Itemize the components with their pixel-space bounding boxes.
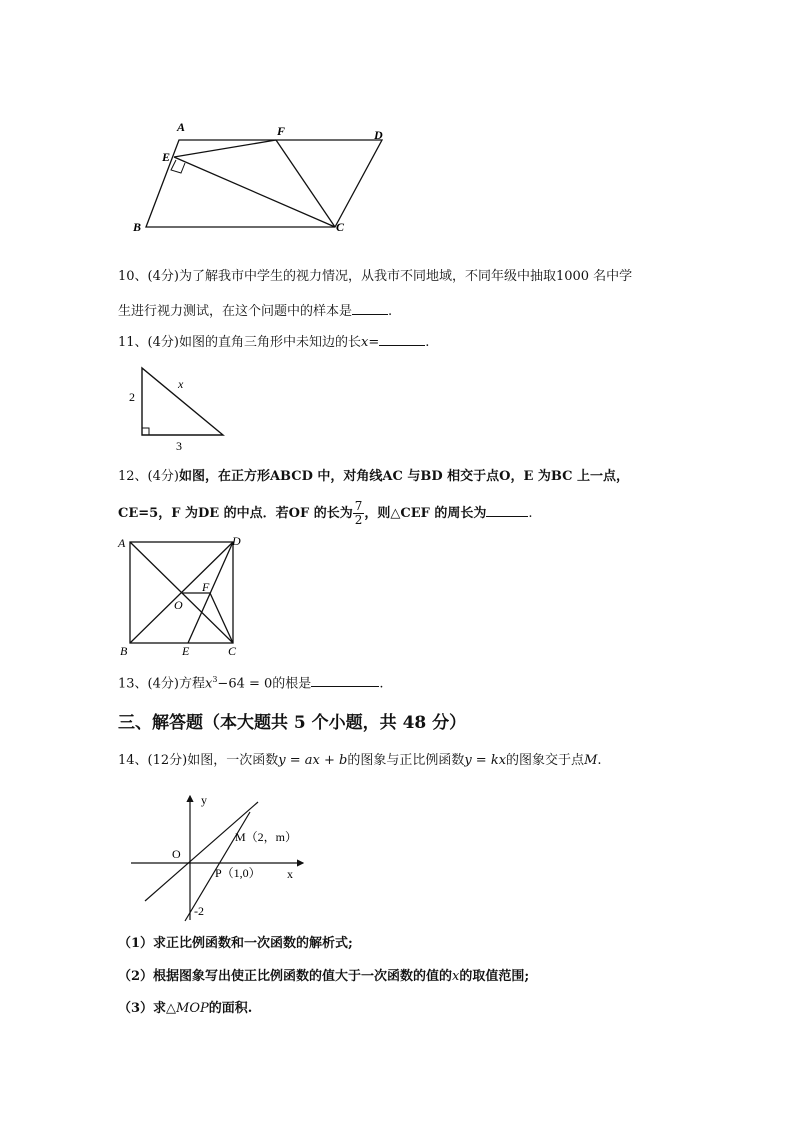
q14-s3b: 的面积. <box>208 1001 253 1016</box>
right-angle-mark <box>171 160 185 173</box>
q13-text: 方程 <box>178 676 205 692</box>
q14-t3: 的图象交于点 <box>506 753 585 768</box>
label-b: B <box>120 644 128 658</box>
question-12-line2 <box>118 500 533 527</box>
q14-point: M <box>584 753 598 768</box>
label-d: D <box>374 128 383 142</box>
q13-eq-rest: −64 = 0 <box>217 676 273 692</box>
q13-eq-base: x <box>204 676 213 692</box>
line-proportional <box>145 802 258 901</box>
q12-number: 12、(4分) <box>118 469 179 484</box>
q14-subquestion-2 <box>118 968 529 986</box>
question-12 <box>118 468 629 486</box>
x-axis-label: x <box>287 867 293 881</box>
section-3-heading: 三、解答题（本大题共 5 个小题，共 48 分） <box>118 713 467 733</box>
label-a: A <box>118 536 126 550</box>
q12-text-line1: 如图，在正方形ABCD 中，对角线AC 与BD 相交于点O，E 为BC 上一点， <box>178 469 630 484</box>
function-graph <box>125 788 325 928</box>
parallelogram-figure <box>120 115 400 240</box>
q14-s2b: 的取值范围; <box>459 969 530 984</box>
question-14 <box>118 752 602 770</box>
side-b-label: 3 <box>176 439 182 453</box>
label-c: C <box>336 220 345 234</box>
q11-answer-blank[interactable] <box>379 333 425 346</box>
q11-text: 如图的直角三角形中未知边的长 <box>178 335 361 350</box>
q12-text-line2a: CE=5，F 为DE 的中点．若OF 的长为 <box>118 506 353 521</box>
question-10 <box>118 268 632 286</box>
q10-number: 10、(4分) <box>118 269 179 284</box>
q10-text-line1: 为了解我市中学生的视力情况，从我市不同地域，不同年级中抽取1000 名中学 <box>178 269 633 284</box>
q14-number: 14、(12分) <box>118 753 188 768</box>
label-b: B <box>133 220 142 234</box>
question-10-line2 <box>118 302 392 321</box>
q10-answer-blank[interactable] <box>352 302 388 315</box>
label-c: C <box>228 644 237 658</box>
y-axis-label: y <box>201 793 207 807</box>
label-f: F <box>277 124 286 138</box>
q14-subquestion-1: （1）求正比例函数和一次函数的解析式; <box>118 936 353 951</box>
label-d: D <box>232 534 241 548</box>
segment-ef <box>174 140 276 157</box>
q10-text-line2: 生进行视力测试，在这个问题中的样本是 <box>118 304 353 319</box>
q14-end: . <box>597 753 602 768</box>
q13-eq-exp: 3 <box>212 675 218 684</box>
q14-s2v: x <box>452 969 460 984</box>
fraction-denominator: 2 <box>354 513 363 527</box>
q14-f1: y = ax + b <box>278 753 348 768</box>
q12-answer-blank[interactable] <box>486 504 528 517</box>
question-13 <box>118 671 383 693</box>
q13-text2: 的根是 <box>272 676 312 692</box>
q14-f2: y = kx <box>464 753 507 768</box>
segment-fc <box>210 593 233 643</box>
q14-s3a: （3）求△ <box>118 1001 177 1016</box>
q11-eq: = <box>368 335 380 350</box>
q13-answer-blank[interactable] <box>311 674 379 687</box>
q12-end: . <box>528 506 533 521</box>
neg2-label: -2 <box>194 904 204 918</box>
point-m-label: M（2，m） <box>235 830 298 844</box>
fraction-numerator: 7 <box>354 499 363 513</box>
q13-end: . <box>379 676 384 692</box>
right-triangle-figure <box>125 362 235 454</box>
origin-label: O <box>172 847 181 861</box>
q11-number: 11、(4分) <box>118 335 179 350</box>
label-e: E <box>182 644 190 658</box>
right-angle-mark <box>142 428 149 435</box>
q14-t1: 如图，一次函数 <box>187 753 279 768</box>
point-p-label: P（1,0） <box>215 866 261 880</box>
square-figure <box>118 535 248 660</box>
q11-var: x <box>360 335 369 350</box>
q14-t2: 的图象与正比例函数 <box>347 753 465 768</box>
q12-fraction <box>353 500 365 527</box>
parallelogram-abcd <box>146 140 382 227</box>
q13-number: 13、(4分) <box>118 676 179 692</box>
label-e: E <box>162 150 171 164</box>
label-o: O <box>174 598 183 612</box>
side-a-label: 2 <box>129 390 135 404</box>
q14-s3v: MOP <box>176 1001 209 1016</box>
q11-end: . <box>425 335 430 350</box>
hypotenuse-label: x <box>178 377 184 391</box>
q14-subquestion-3 <box>118 1000 252 1018</box>
label-f: F <box>202 580 210 594</box>
q10-end: . <box>388 304 393 319</box>
question-11 <box>118 333 429 352</box>
q12-text-line2b: ，则△CEF 的周长为 <box>364 506 487 521</box>
q14-s2a: （2）根据图象写出使正比例函数的值大于一次函数的值的 <box>118 969 453 984</box>
label-a: A <box>177 120 186 134</box>
